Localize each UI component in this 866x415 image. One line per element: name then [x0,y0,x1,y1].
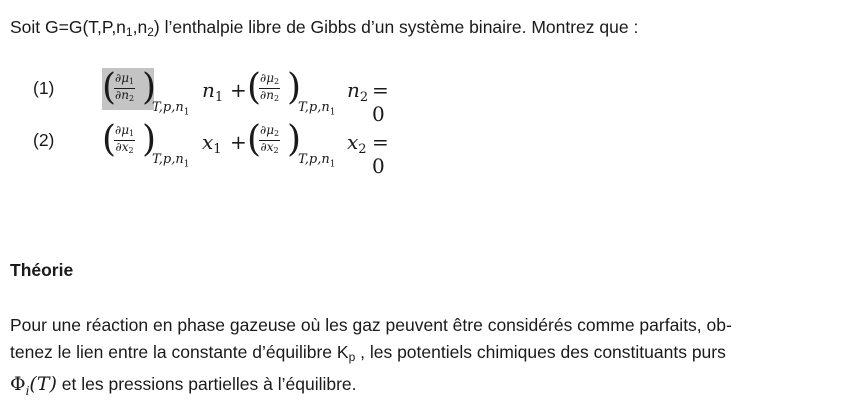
constraint-1: $T,p,n_1$ [152,152,190,170]
intro-sentence [10,14,638,46]
intro-text: Soit G=G(T,P,n [10,17,126,37]
left-paren: ( [247,119,262,160]
theory-line-1: Pour une réaction en phase gazeuse où les gaz peuvent être considérés comme parfaits, ob- [10,315,732,335]
intro-text: ) l’enthalpie libre de Gibbs d’un système binaire. Montrez que : [153,17,639,37]
variable-1: $x_1$ [202,130,222,157]
equation-2-label: (2) [33,130,55,150]
plus-sign: + [230,78,247,102]
constraint-1: $T,p,n_1$ [152,100,190,118]
partial-fraction-2: $\frac{\partial\mu_2}{\partial n_2}$ [260,71,280,103]
right-paren: ) [142,67,157,108]
right-paren: ) [287,119,302,160]
right-paren: ) [142,119,157,160]
theory-line-3: $\Phi_i(T)$ et les pressions partielles à l’équilibre. [10,373,357,398]
left-paren: ( [247,67,262,108]
intro-sub-2: 2 [147,25,154,39]
partial-fraction-2: $\frac{\partial\mu_2}{\partial x_2}$ [260,123,280,155]
intro-sub-1: 1 [125,25,133,39]
intro-text: ,n [132,17,148,37]
variable-2: $x_2$ [347,130,367,157]
constraint-2: $T,p,n_1$ [298,100,336,118]
left-paren: ( [102,67,117,108]
left-paren: ( [102,119,117,160]
variable-1: $n_1$ [202,78,224,105]
constraint-2: $T,p,n_1$ [298,152,336,170]
equals-zero: = 0 [372,130,389,178]
partial-fraction-1: $\frac{\partial\mu_1}{\partial x_2}$ [115,123,135,155]
partial-fraction-1: $\frac{\partial\mu_1}{\partial n_2}$ [115,71,135,103]
theory-line-2: tenez le lien entre la constante d’équilibre $K_p$ , les potentiels chimiques des constituants purs [10,342,726,364]
theory-paragraph [10,312,858,405]
equation-1-label: (1) [33,78,55,98]
right-paren: ) [287,67,302,108]
section-heading: Théorie [10,260,74,280]
equals-zero: = 0 [372,78,389,126]
plus-sign: + [230,130,247,154]
phi-symbol: $\Phi_i(T)$ [10,373,57,398]
variable-2: $n_2$ [347,78,369,105]
